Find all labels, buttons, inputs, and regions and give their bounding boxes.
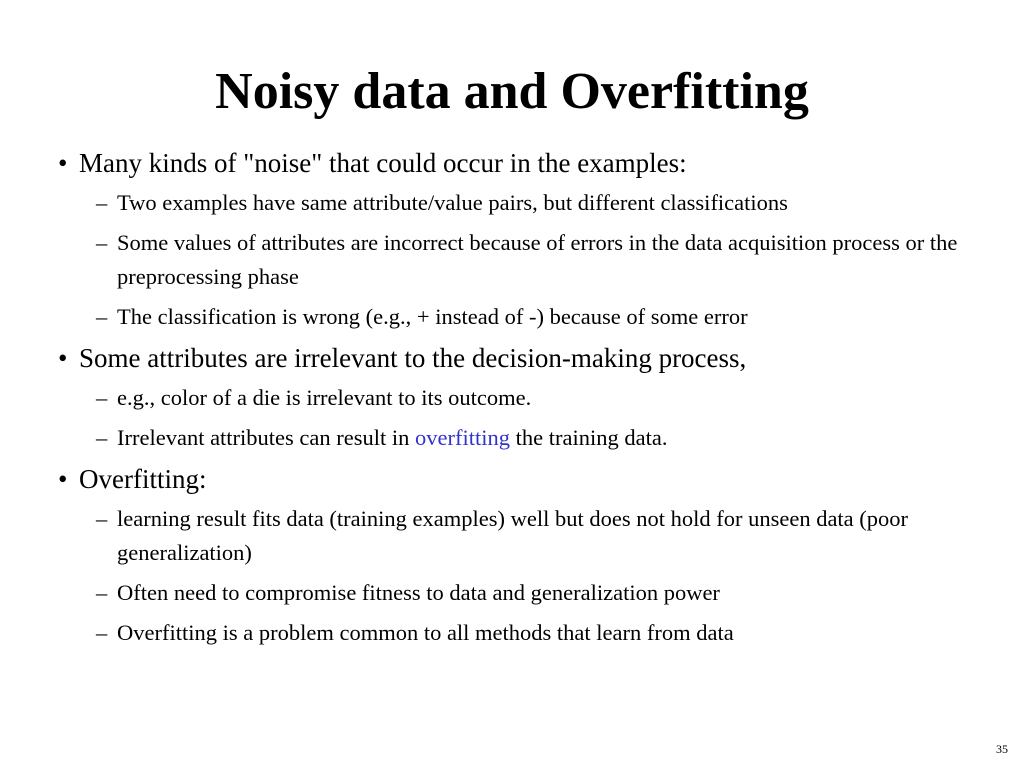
bullet-text: Some attributes are irrelevant to the decision-making process,: [79, 343, 747, 373]
bullet-icon: •: [58, 464, 68, 494]
sub-bullet-text-after: the training data.: [510, 425, 668, 450]
sub-bullet-text: Overfitting is a problem common to all methods that learn from data: [117, 620, 734, 645]
sub-bullet-text: e.g., color of a die is irrelevant to its outcome.: [117, 385, 532, 410]
bullet-text: Many kinds of "noise" that could occur in the examples:: [79, 148, 687, 178]
overfitting-highlight: overfitting: [415, 425, 510, 450]
slide-title: Noisy data and Overfitting: [215, 63, 809, 120]
dash-icon: –: [96, 190, 108, 215]
sub-bullet-overfitting-result: [58, 421, 998, 455]
sub-bullet-text: Two examples have same attribute/value pairs, but different classifications: [117, 190, 788, 215]
sub-bullet-text-before: Irrelevant attributes can result in: [117, 425, 416, 450]
sub-bullet-compromise: [58, 576, 998, 610]
dash-icon: –: [96, 304, 108, 329]
bullet-irrelevant-attributes: [58, 341, 998, 375]
slide-content: [58, 146, 998, 650]
dash-icon: –: [96, 425, 108, 450]
bullet-noise-kinds: [58, 146, 998, 180]
bullet-icon: •: [58, 148, 68, 178]
dash-icon: –: [96, 506, 108, 531]
sub-bullet-incorrect-values: [58, 226, 998, 294]
bullet-overfitting: [58, 462, 998, 496]
sub-bullet-same-pairs: [58, 186, 998, 220]
dash-icon: –: [96, 385, 108, 410]
bullet-icon: •: [58, 343, 68, 373]
sub-bullet-poor-generalization: [58, 502, 998, 570]
dash-icon: –: [96, 580, 108, 605]
sub-bullet-die-color: [58, 381, 998, 415]
sub-bullet-common-problem: [58, 616, 998, 650]
sub-bullet-text: Some values of attributes are incorrect because of errors in the data acquisition process or the preprocessing phase: [117, 230, 958, 289]
page-number: 35: [996, 742, 1008, 756]
sub-bullet-text: The classification is wrong (e.g., + instead of -) because of some error: [117, 304, 748, 329]
dash-icon: –: [96, 230, 108, 255]
sub-bullet-wrong-classification: [58, 300, 998, 334]
sub-bullet-text: Often need to compromise fitness to data and generalization power: [117, 580, 720, 605]
dash-icon: –: [96, 620, 108, 645]
sub-bullet-text: learning result fits data (training examples) well but does not hold for unseen data (poor generalization): [117, 506, 909, 565]
bullet-text: Overfitting:: [79, 464, 207, 494]
